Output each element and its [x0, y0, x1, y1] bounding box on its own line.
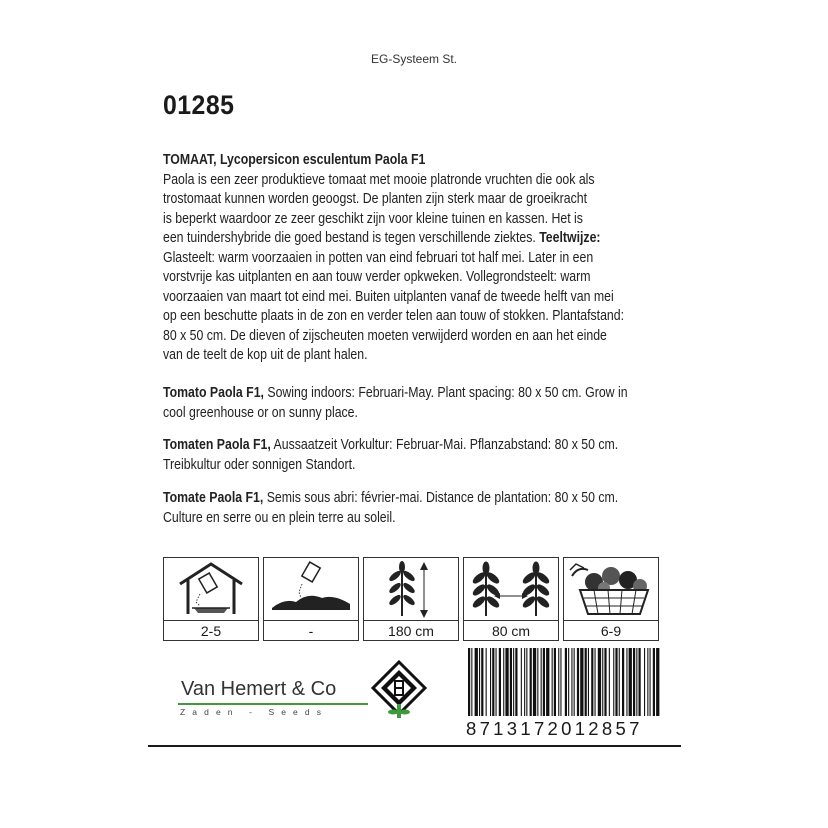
barcode-bar [554, 648, 556, 716]
barcode-bar [510, 648, 512, 716]
certification-label: EG-Systeem St. [370, 52, 458, 66]
barcode-bar [591, 648, 593, 716]
german-description [163, 436, 723, 475]
nl-line: vorstvrije kas uitplanten en aan touw verder opkweken. Vollegrondsteelt: warm [163, 269, 591, 285]
nl-line: Glasteelt: warm voorzaaien in potten van eind februari tot half mei. Later in een [163, 249, 594, 266]
barcode-bar [619, 648, 620, 716]
icon-label: 6-9 [600, 623, 622, 639]
plant-height-icon [364, 558, 458, 621]
barcode-bar [499, 648, 501, 716]
barcode-bar [496, 648, 497, 716]
icon-label: 80 cm [491, 623, 531, 639]
nl-line: 80 x 50 cm. De dieven of zijscheuten moeten verwijderd worden en aan het einde [163, 327, 607, 344]
barcode-bar [524, 648, 525, 716]
barcode-bar [505, 648, 508, 716]
nl-line: voorzaaien van maart tot eind mei. Buiten uitplanten vanaf de tweede helft van mei [163, 288, 614, 305]
greenhouse-sowing-icon [164, 558, 258, 621]
de-line: Treibkultur oder sonnigen Standort. [163, 456, 356, 473]
barcode-bar [468, 648, 470, 716]
english-description [163, 384, 723, 423]
barcode-bar [585, 648, 587, 716]
barcode-bar [639, 648, 641, 716]
fr-line: Semis sous abri: février-mai. Distance de plantation: 80 x 50 cm. [263, 490, 619, 506]
barcode-bar [490, 648, 491, 716]
barcode-bar [546, 648, 549, 716]
barcode-bar [471, 648, 472, 716]
barcode-bar [515, 648, 517, 716]
barcode-bar [629, 648, 632, 716]
icon-cell [363, 557, 459, 641]
barcode-bar [588, 648, 589, 716]
barcode-bar [568, 648, 569, 716]
barcode-bar [626, 648, 627, 716]
barcode-bar [622, 648, 624, 716]
barcode-bar [577, 648, 579, 716]
barcode-bar [486, 648, 487, 716]
barcode-bar [602, 648, 603, 716]
barcode-bar [521, 648, 522, 716]
barcode-bar [481, 648, 483, 716]
fr-line: Culture en serre ou en plein terre au soleil. [163, 509, 396, 526]
icon-label: - [308, 623, 314, 639]
barcode-bar [503, 648, 504, 716]
en-name: Tomato Paola F1, [163, 385, 264, 401]
barcode-bar [571, 648, 572, 716]
barcode-bar [647, 648, 648, 716]
nl-line: van de teelt de kop uit de plant halen. [163, 347, 368, 363]
en-line: cool greenhouse or on sunny place. [163, 404, 358, 421]
barcode-bar [479, 648, 480, 716]
nl-line: is beperkt waardoor ze zeer geschikt zijn voor kleine tuinen en kassen. Het is [163, 210, 583, 227]
cultivation-heading: Teeltwijze: [539, 230, 601, 246]
barcode-bar [633, 648, 635, 716]
barcode-bar [560, 648, 561, 716]
nl-line: trostomaat kunnen worden geoogst. De planten zijn sterk maar de groeikracht [163, 191, 588, 207]
nl-line [163, 229, 723, 249]
barcode-bar [615, 648, 617, 716]
barcode-bar [644, 648, 645, 716]
brand-underline [178, 703, 368, 705]
nl-line: op een beschutte plaats in de zon en verder telen aan touw of stokken. Plantafstand: [163, 308, 625, 324]
nl-line: Paola is een zeer produktieve tomaat met mooie platronde vruchten die ook als [163, 171, 595, 188]
barcode-bar [475, 648, 478, 716]
barcode-bar [650, 648, 651, 716]
product-code: 01285 [163, 90, 235, 120]
barcode-bar [574, 648, 575, 716]
barcode-number: 8713172012857 [466, 718, 643, 739]
icon-label: 2-5 [200, 623, 222, 639]
french-description [163, 489, 723, 528]
barcode-bar [552, 648, 553, 716]
barcode-bar [537, 648, 538, 716]
product-title: TOMAAT, Lycopersicon esculentum Paola F1 [163, 152, 426, 168]
icon-cell [163, 557, 259, 641]
icon-cell [563, 557, 659, 641]
barcode-bar [541, 648, 542, 716]
company-name: Van Hemert & Co [181, 678, 337, 700]
barcode-bar [533, 648, 536, 716]
outdoor-sowing-icon [264, 558, 358, 621]
fr-name: Tomate Paola F1, [163, 490, 264, 506]
barcode-bar [656, 648, 659, 716]
harvest-basket-icon [564, 558, 658, 621]
barcode-bar [636, 648, 637, 716]
barcode [466, 648, 662, 718]
barcode-bar [492, 648, 494, 716]
en-line: Sowing indoors: Februari-May. Plant spacing: 80 x 50 cm. Grow in [263, 385, 628, 401]
barcode-bar [558, 648, 559, 716]
plant-spacing-icon [464, 558, 558, 621]
barcode-bar [604, 648, 606, 716]
de-line: Aussaatzeit Vorkultur: Februar-Mai. Pflanzabstand: 80 x 50 cm. [270, 437, 619, 453]
icon-cell [463, 557, 559, 641]
barcode-bar [513, 648, 514, 716]
brand-logo-icon [370, 660, 428, 722]
icon-label: 180 cm [388, 623, 434, 639]
bottom-divider [148, 745, 681, 747]
icon-cell [263, 557, 359, 641]
barcode-bar [526, 648, 527, 716]
de-name: Tomaten Paola F1, [163, 437, 271, 453]
barcode-bar [543, 648, 545, 716]
dutch-description [163, 151, 723, 366]
cultivation-icons [163, 557, 659, 641]
barcode-bar [613, 648, 614, 716]
barcode-bar [609, 648, 610, 716]
barcode-bar [653, 648, 655, 716]
barcode-bar [595, 648, 596, 716]
barcode-bar [598, 648, 601, 716]
company-tagline: Zaden - Seeds [180, 707, 329, 717]
barcode-bar [530, 648, 532, 716]
barcode-bar [580, 648, 583, 716]
nl-line-text: een tuindershybride die goed bestand is tegen verschillende ziektes. [163, 230, 536, 246]
barcode-bar [565, 648, 567, 716]
